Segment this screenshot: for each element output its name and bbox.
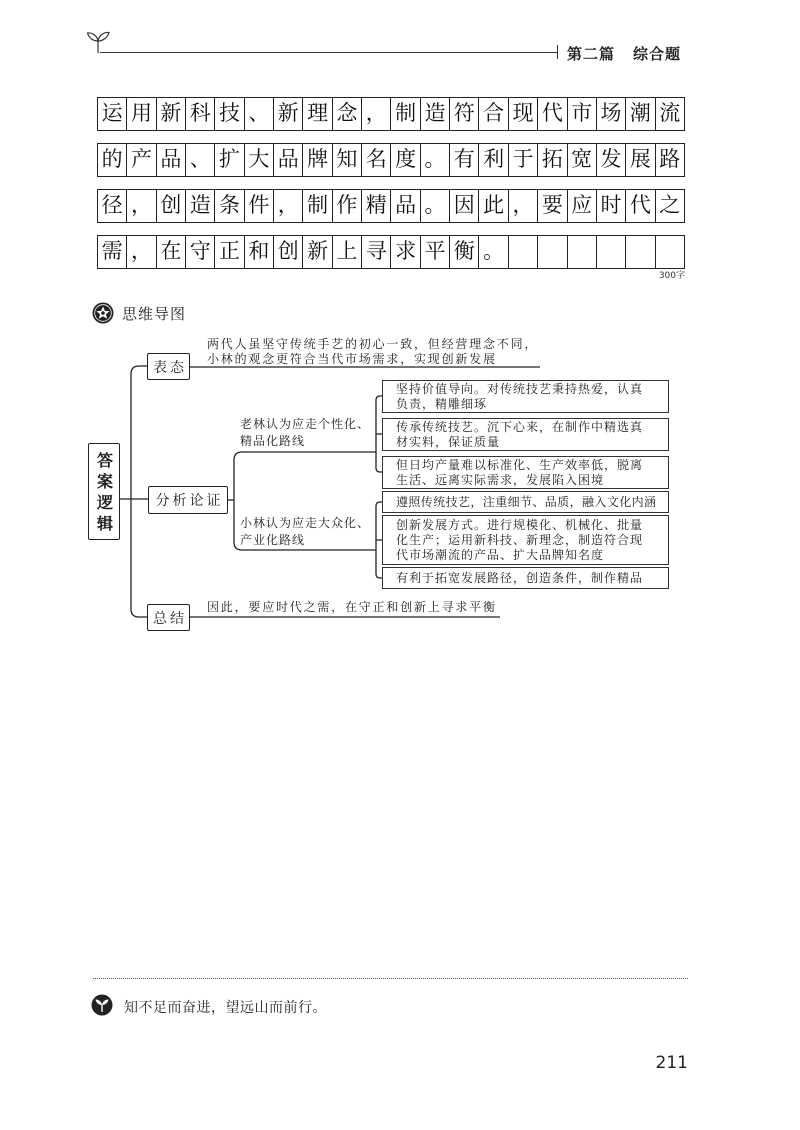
- grid-cell: 件: [245, 190, 274, 222]
- grid-cell: 作: [333, 190, 362, 222]
- grid-cell: 。: [421, 144, 450, 176]
- essay-grid: [97, 97, 685, 281]
- grid-cell: 需: [98, 236, 127, 268]
- header-separator: [557, 45, 558, 59]
- grid-cell: 发: [597, 144, 626, 176]
- grid-cell: 路: [659, 147, 681, 171]
- grid-cell: 于: [509, 144, 538, 176]
- grid-cell: 知: [333, 144, 362, 176]
- grid-cell: ，: [127, 236, 156, 268]
- grid-cell: 、: [186, 144, 215, 176]
- stance-line: 小林的观念更符合当代市场需求，实现创新发展: [207, 352, 497, 366]
- page-number: 211: [655, 1053, 688, 1073]
- grid-cell: 求: [391, 236, 420, 268]
- grid-cell: 造: [186, 190, 215, 222]
- point-young-lin-3: [382, 567, 669, 589]
- grid-cell-empty: [568, 236, 597, 268]
- branch-line: 精品化路线: [240, 434, 306, 448]
- grid-cell: 符: [450, 98, 479, 130]
- point-old-lin-3: [382, 456, 669, 489]
- grid-cell: 场: [597, 98, 626, 130]
- point-line: 遵照传统技艺，注重细节、品质，融入文化内涵: [396, 494, 657, 509]
- mind-map-root: [88, 443, 120, 540]
- grid-cell: 平: [421, 236, 450, 268]
- stance-text: [207, 337, 538, 367]
- grid-cell: 的: [98, 144, 127, 176]
- grid-cell: 和: [245, 236, 274, 268]
- grid-cell: 应: [568, 190, 597, 222]
- branch-old-lin: [240, 416, 370, 450]
- grid-cell: 大: [245, 144, 274, 176]
- grid-cell: 衡: [450, 236, 479, 268]
- grid-cell: 要: [538, 190, 567, 222]
- summary-label: 总结: [153, 610, 187, 627]
- grid-cell: ，: [509, 190, 538, 222]
- grid-cell: 制: [303, 190, 332, 222]
- grid-cell: 因: [450, 190, 479, 222]
- grid-cell: 创: [274, 236, 303, 268]
- grid-cell: 新: [274, 98, 303, 130]
- grid-cell: 新: [157, 98, 186, 130]
- grid-cell: 创: [157, 190, 186, 222]
- grid-cell: 市: [568, 98, 597, 130]
- flower-badge-icon: [92, 302, 114, 324]
- footer-motto: 知不足而奋进，望远山而前行。: [124, 1000, 327, 1016]
- grid-cell: 。: [479, 236, 508, 268]
- branch-young-lin: [240, 515, 370, 549]
- summary-node: [147, 604, 190, 631]
- grid-cell: 制: [391, 98, 420, 130]
- section-label: 综合题: [633, 45, 682, 63]
- stance-label: 表态: [153, 359, 187, 376]
- stance-line: 两代人虽坚守传统手艺的初心一致，但经营理念不同，: [207, 337, 539, 351]
- point-line: 生活、远离实际需求，发展陷入困境: [396, 472, 605, 487]
- grid-cell: 牌: [303, 144, 332, 176]
- point-line: 负责，精雕细琢: [396, 396, 488, 411]
- grid-cell-empty: [597, 236, 626, 268]
- grid-cell: 科: [186, 98, 215, 130]
- grid-cell: 正: [215, 236, 244, 268]
- grid-cell: 造: [421, 98, 450, 130]
- grid-cell: 上: [333, 236, 362, 268]
- grid-row: [97, 97, 685, 131]
- grid-cell: 产: [127, 144, 156, 176]
- grid-cell: 利: [479, 144, 508, 176]
- grid-cell: 。: [421, 190, 450, 222]
- point-line: 化生产；运用新科技、新理念，制造符合现: [396, 532, 644, 547]
- sprout-badge-icon: [91, 994, 113, 1016]
- analysis-node: [148, 486, 228, 514]
- connector-main-bracket: [131, 366, 147, 617]
- sprout-outline-icon: [84, 26, 112, 54]
- point-young-lin-2: [382, 515, 669, 565]
- grid-cell: 寻: [362, 236, 391, 268]
- point-line: 传承传统技艺。沉下心来，在制作中精选真: [396, 419, 644, 434]
- point-young-lin-1: [382, 491, 669, 513]
- grid-cell-empty: [656, 236, 684, 268]
- grid-cell: 在: [157, 236, 186, 268]
- root-label: 答案逻辑: [94, 451, 114, 536]
- grid-cell: 合: [479, 98, 508, 130]
- grid-cell: 代: [538, 98, 567, 130]
- grid-cell: 技: [215, 98, 244, 130]
- grid-cell-empty: [538, 236, 567, 268]
- grid-cell: 展: [626, 144, 655, 176]
- grid-cell: 、: [245, 98, 274, 130]
- grid-cell: 有: [450, 144, 479, 176]
- grid-cell: 流: [659, 101, 681, 125]
- grid-cell: 名: [362, 144, 391, 176]
- grid-cell: 代: [626, 190, 655, 222]
- summary-text: 因此，要应时代之需，在守正和创新上寻求平衡: [207, 600, 497, 614]
- point-line: 有利于拓宽发展路径，创造条件，制作精品: [396, 570, 644, 585]
- grid-cell: 条: [215, 190, 244, 222]
- branch-line: 产业化路线: [240, 533, 306, 547]
- grid-cell: 品: [274, 144, 303, 176]
- grid-row: [97, 189, 685, 223]
- grid-cell: 用: [127, 98, 156, 130]
- point-line: 代市场潮流的产品、扩大品牌知名度: [396, 547, 605, 562]
- grid-cell: 理: [303, 98, 332, 130]
- grid-cell: 度: [391, 144, 420, 176]
- grid-cell: 之: [659, 193, 681, 217]
- grid-cell: 品: [157, 144, 186, 176]
- grid-cell: 时: [597, 190, 626, 222]
- footer-dotted-rule: [93, 978, 688, 979]
- branch-line: 小林认为应走大众化、: [240, 516, 371, 530]
- grid-cell: 品: [391, 190, 420, 222]
- grid-cell: 此: [479, 190, 508, 222]
- grid-cell: 守: [186, 236, 215, 268]
- chapter-heading: [567, 43, 681, 64]
- part-label: 第二篇: [567, 45, 616, 63]
- point-line: 材实料，保证质量: [396, 434, 501, 449]
- point-line: 创新发展方式。进行规模化、机械化、批量: [396, 517, 644, 532]
- point-line: 但日均产量难以标准化、生产效率低，脱离: [396, 457, 644, 472]
- header-rule: [100, 52, 557, 53]
- grid-row: [97, 235, 685, 269]
- branch-line: 老林认为应走个性化、: [240, 417, 371, 431]
- grid-cell: 径: [98, 190, 127, 222]
- grid-cell: ，: [127, 190, 156, 222]
- section-title: 思维导图: [122, 305, 187, 323]
- grid-row: [97, 143, 685, 177]
- grid-cell: 精: [362, 190, 391, 222]
- grid-cell-empty: [626, 236, 655, 268]
- grid-cell: ，: [362, 98, 391, 130]
- point-old-lin-1: [382, 380, 669, 413]
- grid-cell: 宽: [568, 144, 597, 176]
- stance-node: [147, 353, 190, 380]
- grid-cell: 念: [333, 98, 362, 130]
- grid-cell: 拓: [538, 144, 567, 176]
- word-count-label: 300字: [658, 271, 685, 281]
- grid-cell: 潮: [626, 98, 655, 130]
- grid-cell-empty: [509, 236, 538, 268]
- grid-cell: ，: [274, 190, 303, 222]
- grid-cell: 扩: [215, 144, 244, 176]
- point-old-lin-2: [382, 418, 669, 451]
- analysis-label: 分析论证: [155, 493, 224, 509]
- grid-cell: 新: [303, 236, 332, 268]
- point-line: 坚持价值导向。对传统技艺秉持热爱，认真: [396, 381, 644, 396]
- grid-cell: 现: [509, 98, 538, 130]
- grid-cell: 运: [98, 98, 127, 130]
